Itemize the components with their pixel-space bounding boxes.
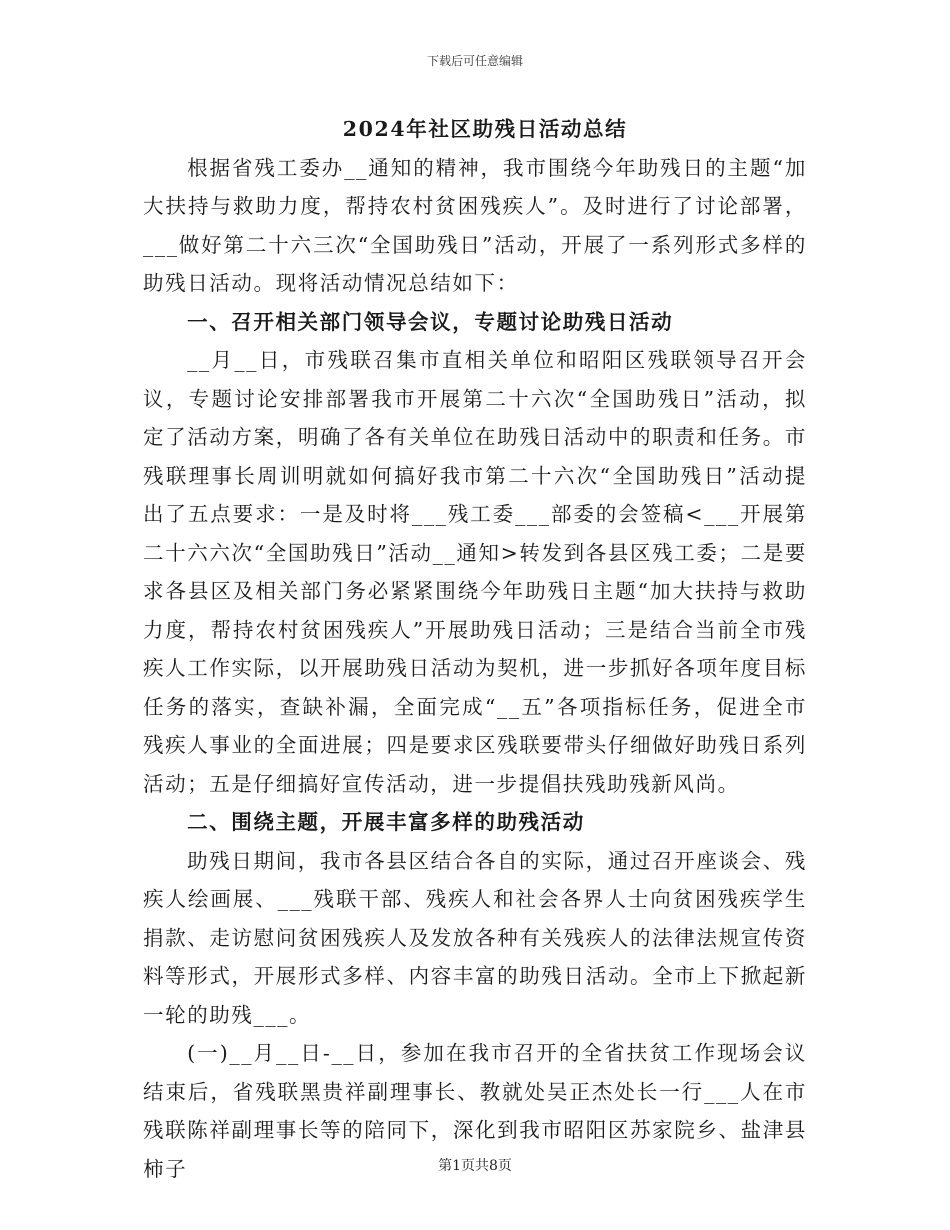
section-heading-1: 一、召开相关部门领导会议，专题讨论助残日活动 (187, 309, 674, 334)
page-footer: 第1页共8页 (438, 1158, 512, 1174)
section-item-1: (一)__月__日-__日，参加在我市召开的全省扶贫工作现场会议结束后，省残联黑贵祥副理事长、教就处吴正杰处长一行___人在市残联陈祥副理事长等的陪同下，深化到我市昭阳区苏家院乡、盐津县柿子 (143, 1041, 807, 1181)
section-paragraph-1: __月__日，市残联召集市直相关单位和昭阳区残联领导召开会议，专题讨论安排部署我市开展第二十六次“全国助残日”活动，拟定了活动方案，明确了各有关单位在助残日活动中的职责和任务。市残联理事长周训明就如何搞好我市第二十六次“全国助残日”活动提出了五点要求：一是及时将___残工委___部委的会签稿<___开展第二十六六次“全国助残日”活动__通知>转发到各县区残工委；二是要求各县区及相关部门务必紧紧围绕今年助残日主题“加大扶持与救助力度，帮持农村贫困残疾人”开展助残日活动；三是结合当前全市残疾人工作实际，以开展助残日活动为契机，进一步抓好各项年度目标任务的落实，查缺补漏，全面完成“__五”各项指标任务，促进全市残疾人事业的全面进展；四是要求区残联要带头仔细做好助残日系列活动；五是仔细搞好宣传活动，进一步提倡扶残助残新风尚。 (143, 348, 807, 796)
intro-paragraph: 根据省残工委办__通知的精神，我市围绕今年助残日的主题“加大扶持与救助力度，帮持农村贫困残疾人”。及时进行了讨论部署，___做好第二十六三次“全国助残日”活动，开展了一系列形式多样的助残日活动。现将活动情况总结如下： (143, 155, 807, 295)
document-body (143, 110, 807, 1188)
section-paragraph-2: 助残日期间，我市各县区结合各自的实际，通过召开座谈会、残疾人绘画展、___残联干部、残疾人和社会各界人士向贫困残疾学生捐款、走访慰问贫困残疾人及发放各种有关残疾人的法律法规宣传资料等形式，开展形式多样、内容丰富的助残日活动。全市上下掀起新一轮的助残___。 (143, 848, 807, 1027)
header-note: 下载后可任意编辑 (426, 54, 523, 68)
section-heading-2: 二、围绕主题，开展丰富多样的助残活动 (187, 810, 585, 834)
document-title: 2024年社区助残日活动总结 (342, 117, 628, 141)
